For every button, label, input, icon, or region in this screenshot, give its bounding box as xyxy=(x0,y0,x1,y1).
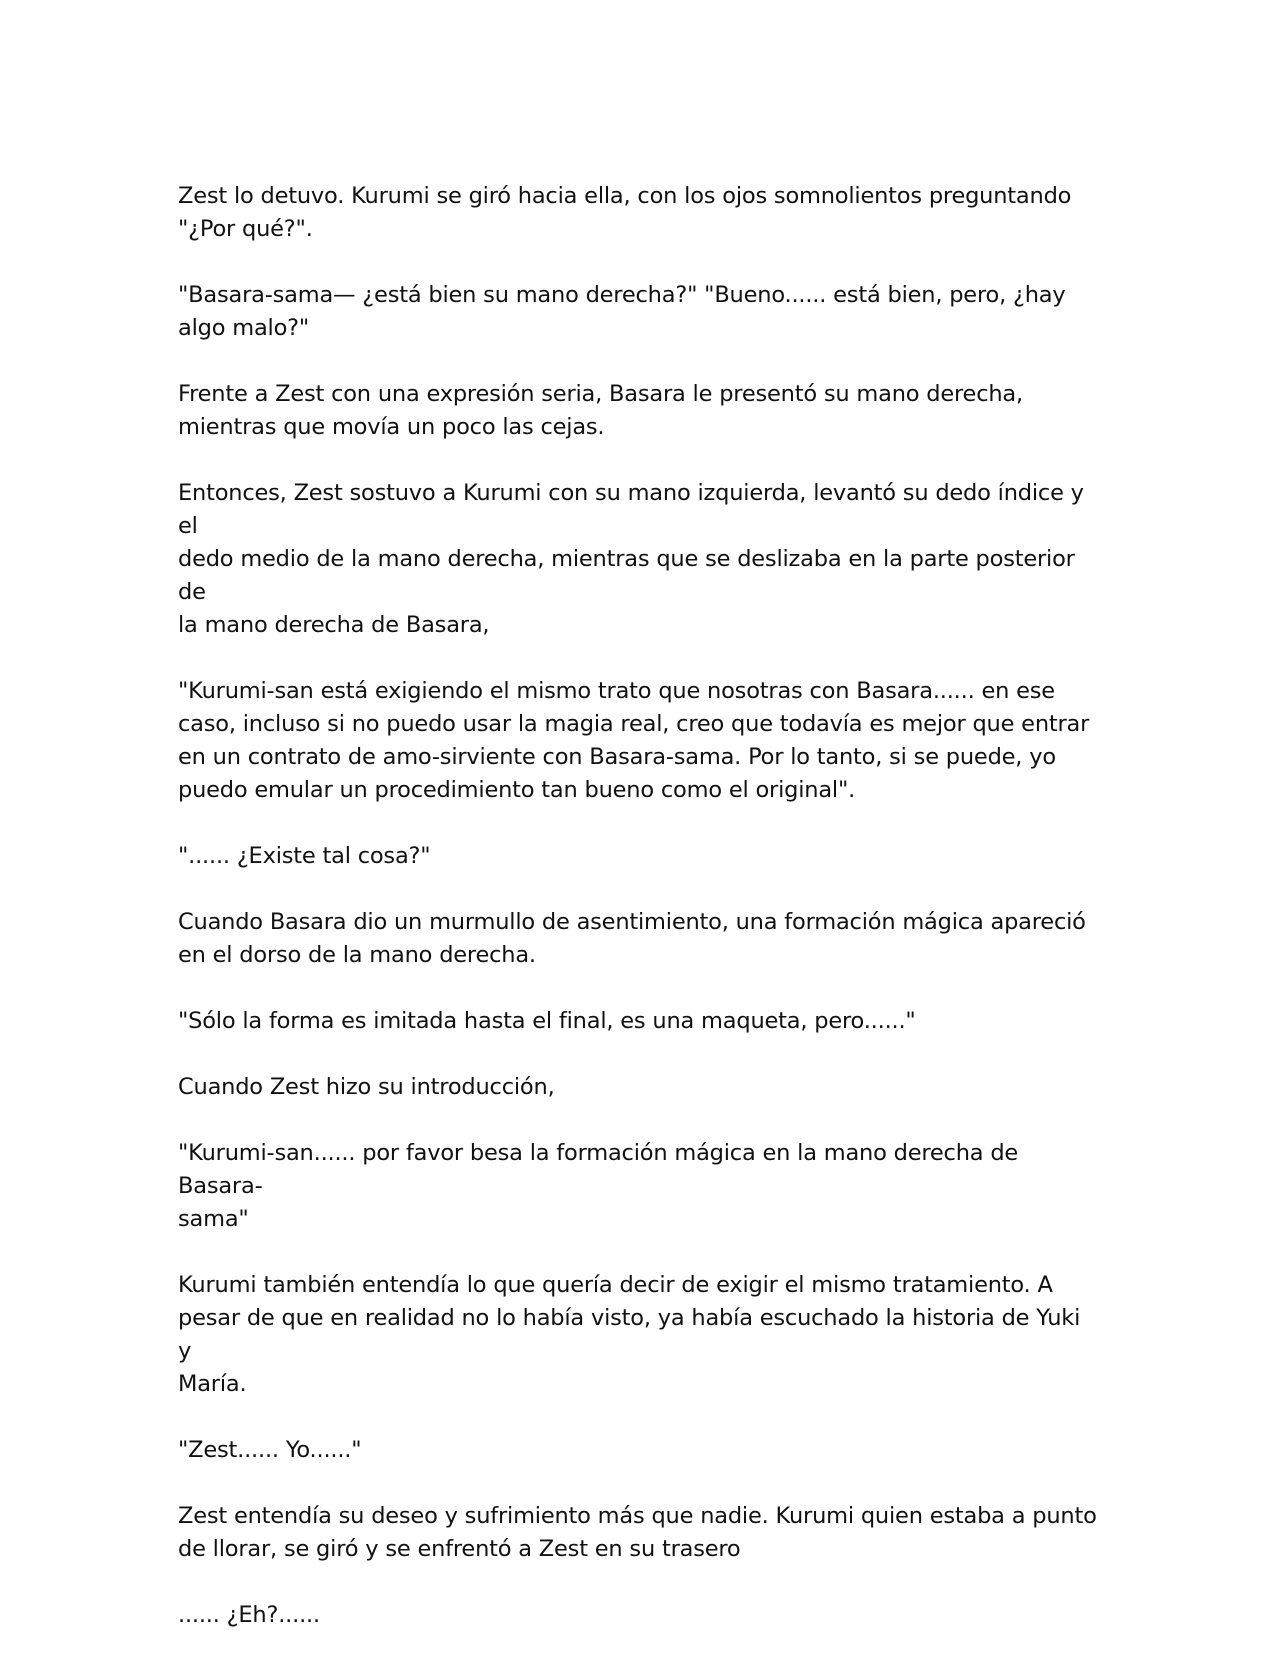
paragraph-1: Zest lo detuvo. Kurumi se giró hacia ella, con los ojos somnolientos preguntando "¿Por qué?". xyxy=(178,183,1072,242)
paragraph-2: "Basara-sama— ¿está bien su mano derecha?" "Bueno...... está bien, pero, ¿hay algo malo?" xyxy=(178,282,1066,341)
paragraph-11: Kurumi también entendía lo que quería decir de exigir el mismo tratamiento. A pesar de que en realidad no lo había visto, ya había escuchado la historia de Yuki y María. xyxy=(178,1272,1081,1397)
paragraph-7: Cuando Basara dio un murmullo de asentimiento, una formación mágica apareció en el dorso de la mano derecha. xyxy=(178,909,1086,968)
paragraph-12: "Zest...... Yo......" xyxy=(178,1437,362,1463)
paragraph-10: "Kurumi-san...... por favor besa la formación mágica en la mano derecha de Basara- sama" xyxy=(178,1140,1019,1232)
paragraph-5: "Kurumi-san está exigiendo el mismo trato que nosotras con Basara...... en ese caso, incluso si no puedo usar la magia real, creo que todavía es mejor que entrar en un contrato de amo-sirviente con Basara-sama. Por lo tanto, si se puede, yo puedo emular un procedimiento tan bueno como el original". xyxy=(178,678,1090,803)
paragraph-3: Frente a Zest con una expresión seria, Basara le presentó su mano derecha, mientras que movía un poco las cejas. xyxy=(178,381,1023,440)
paragraph-13: Zest entendía su deseo y sufrimiento más que nadie. Kurumi quien estaba a punto de llorar, se giró y se enfrentó a Zest en su trasero xyxy=(178,1503,1097,1562)
paragraph-4: Entonces, Zest sostuvo a Kurumi con su mano izquierda, levantó su dedo índice y el dedo medio de la mano derecha, mientras que se deslizaba en la parte posterior de la mano derecha de Basara, xyxy=(178,480,1084,638)
paragraph-14: ...... ¿Eh?...... xyxy=(178,1602,320,1628)
document-body xyxy=(178,180,1098,1665)
paragraph-8: "Sólo la forma es imitada hasta el final, es una maqueta, pero......" xyxy=(178,1008,916,1034)
paragraph-6: "...... ¿Existe tal cosa?" xyxy=(178,843,431,869)
paragraph-9: Cuando Zest hizo su introducción, xyxy=(178,1074,555,1100)
